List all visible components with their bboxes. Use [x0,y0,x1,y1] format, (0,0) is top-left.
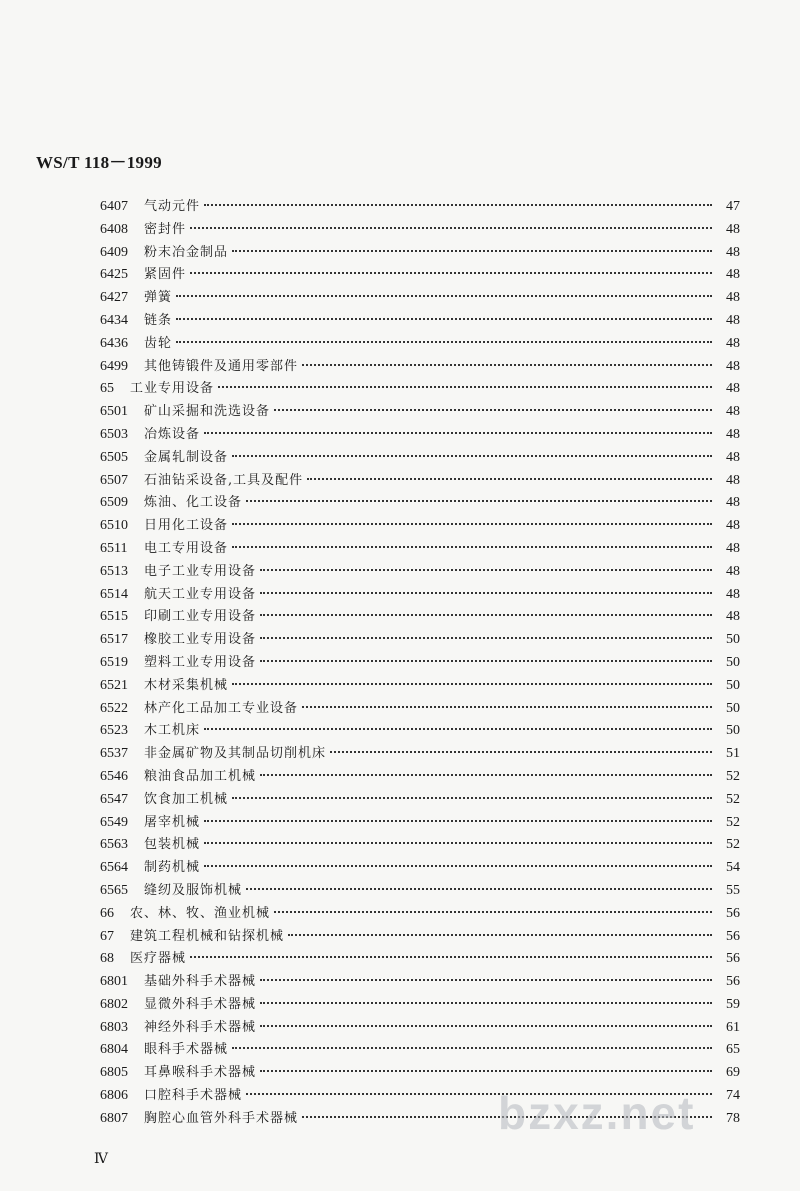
dot-leader [204,842,712,844]
toc-entry [100,242,740,265]
toc-title: 口腔科手术器械 [144,1088,243,1104]
toc-title: 工业专用设备 [130,381,215,397]
toc-code: 6503 [100,426,128,442]
toc-entry [100,880,740,903]
toc-entry [100,743,740,766]
toc-title: 塑料工业专用设备 [144,654,257,670]
toc-chapter-entry [100,948,740,971]
toc-code: 6499 [100,358,128,374]
toc-entry [100,264,740,287]
toc-code: 6409 [100,244,128,260]
toc-entry-body [144,424,740,447]
toc-title: 粮油食品加工机械 [144,768,257,784]
dot-leader [232,523,712,525]
dot-leader [246,888,712,890]
toc-code: 6547 [100,791,128,807]
toc-entry-body [144,857,740,880]
dot-leader [260,1070,712,1072]
toc-entry [100,789,740,812]
dot-leader [260,660,712,662]
toc-entry-body [144,1062,740,1085]
dot-leader [232,250,712,252]
dot-leader [204,204,712,206]
toc-title: 日用化工设备 [144,518,229,534]
toc-title: 胸腔心血管外科手术器械 [144,1110,299,1126]
toc-entry-body [144,675,740,698]
toc-entry [100,1017,740,1040]
toc-page-number: 52 [726,791,740,807]
toc-title: 链条 [144,312,173,328]
dot-leader [260,592,712,594]
toc-entry-body [144,629,740,652]
toc-page-number: 65 [726,1042,740,1058]
toc-chapter-entry [100,903,740,926]
toc-page-number: 50 [726,677,740,693]
toc-code: 6408 [100,221,128,237]
toc-title: 木材采集机械 [144,677,229,693]
dot-leader [204,820,712,822]
dot-leader [302,706,712,708]
toc-entry [100,561,740,584]
toc-entry [100,1062,740,1085]
toc-title: 其他铸锻件及通用零部件 [144,358,299,374]
toc-title: 耳鼻喉科手术器械 [144,1065,257,1081]
toc-page-number: 48 [726,518,740,534]
toc-title: 建筑工程机械和钻探机械 [130,928,285,944]
toc-entry-body [144,492,740,515]
toc-title: 医疗器械 [130,951,187,967]
toc-page-number: 48 [726,381,740,397]
toc-entry-body [144,287,740,310]
toc-entry-body [144,1039,740,1062]
toc-page-number: 61 [726,1019,740,1035]
toc-code: 6549 [100,814,128,830]
toc-entry-body [144,606,740,629]
toc-entry [100,424,740,447]
toc-code: 6801 [100,974,128,990]
dot-leader [232,797,712,799]
toc-entry [100,515,740,538]
toc-entry [100,857,740,880]
toc-page-number: 50 [726,654,740,670]
toc-page-number: 50 [726,723,740,739]
toc-entry [100,812,740,835]
toc-entry [100,447,740,470]
dot-leader [260,637,712,639]
toc-title: 弹簧 [144,290,173,306]
toc-code: 6510 [100,518,128,534]
toc-page-number: 56 [726,951,740,967]
toc-title: 炼油、化工设备 [144,495,243,511]
toc-entry-body [144,561,740,584]
toc-entry [100,356,740,379]
toc-entry [100,1039,740,1062]
dot-leader [190,956,712,958]
toc-entry-body [144,789,740,812]
toc-entry [100,196,740,219]
toc-code: 6806 [100,1088,128,1104]
toc-title: 密封件 [144,221,187,237]
toc-page-number: 52 [726,837,740,853]
toc-code: 6546 [100,768,128,784]
toc-code: 6803 [100,1019,128,1035]
toc-page-number: 50 [726,632,740,648]
dot-leader [204,432,712,434]
toc-page-number: 48 [726,267,740,283]
toc-entry-body [144,401,740,424]
toc-entry-body [144,1017,740,1040]
dot-leader [176,318,712,320]
toc-page-number: 56 [726,974,740,990]
toc-entry [100,584,740,607]
toc-code: 6517 [100,632,128,648]
toc-entry [100,652,740,675]
toc-page-number: 48 [726,495,740,511]
toc-title: 木工机床 [144,723,201,739]
toc-title: 气动元件 [144,199,201,214]
dot-leader [260,614,712,616]
toc-page-number: 48 [726,472,740,488]
dot-leader [260,774,712,776]
toc-entry-body [144,196,740,219]
document-id-header: WS/T 118－1999 [36,153,162,172]
toc-entry [100,538,740,561]
toc-title: 非金属矿物及其制品切削机床 [144,746,327,762]
dot-leader [218,386,712,388]
dot-leader [307,478,712,480]
toc-entry [100,470,740,493]
toc-entry [100,834,740,857]
toc-title: 屠宰机械 [144,814,201,830]
toc-title: 包装机械 [144,837,201,853]
toc-entry-body [144,652,740,675]
toc-page-number: 74 [726,1088,740,1104]
toc-title: 电工专用设备 [144,540,229,556]
toc-code: 66 [100,905,114,921]
toc-title: 电子工业专用设备 [144,563,257,579]
toc-title: 矿山采掘和洗选设备 [144,404,271,420]
toc-code: 6509 [100,495,128,511]
toc-entry-body [144,219,740,242]
toc-page-number: 48 [726,449,740,465]
table-of-contents [100,196,740,1131]
toc-title: 石油钻采设备,工具及配件 [144,472,304,488]
toc-code: 6515 [100,609,128,625]
toc-code: 67 [100,928,114,944]
toc-page-number: 48 [726,290,740,306]
toc-page-number: 69 [726,1065,740,1081]
toc-title: 冶炼设备 [144,426,201,442]
toc-title: 航天工业专用设备 [144,586,257,602]
toc-chapter-entry [100,378,740,401]
dot-leader [274,409,712,411]
dot-leader [260,1025,712,1027]
toc-code: 6563 [100,837,128,853]
toc-title: 紧固件 [144,267,187,283]
toc-page-number: 50 [726,700,740,716]
toc-entry [100,971,740,994]
toc-entry-body [144,743,740,766]
toc-entry-body [144,994,740,1017]
toc-page-number: 48 [726,404,740,420]
toc-entry-body [144,812,740,835]
toc-page-number: 48 [726,335,740,351]
toc-code: 6807 [100,1110,128,1126]
toc-code: 6507 [100,472,128,488]
toc-entry [100,675,740,698]
toc-page-number: 48 [726,358,740,374]
toc-page-number: 59 [726,996,740,1012]
dot-leader [330,751,712,753]
toc-code: 6802 [100,996,128,1012]
toc-entry [100,698,740,721]
toc-title: 基础外科手术器械 [144,974,257,990]
toc-entry-body [130,948,740,971]
toc-entry-body [130,378,740,401]
toc-entry [100,720,740,743]
toc-title: 缝纫及服饰机械 [144,882,243,898]
toc-code: 6537 [100,746,128,762]
toc-title: 神经外科手术器械 [144,1019,257,1035]
toc-title: 林产化工品加工专业设备 [144,700,299,716]
toc-code: 6519 [100,654,128,670]
toc-page-number: 78 [726,1110,740,1126]
toc-entry-body [144,880,740,903]
toc-entry-body [130,903,740,926]
toc-page-number: 48 [726,540,740,556]
toc-code: 6425 [100,267,128,283]
toc-title: 制药机械 [144,860,201,876]
toc-code: 6427 [100,290,128,306]
toc-code: 6565 [100,882,128,898]
toc-page-number: 55 [726,882,740,898]
dot-leader [232,546,712,548]
dot-leader [190,272,712,274]
toc-entry-body [144,766,740,789]
toc-page-number: 47 [726,199,740,214]
dot-leader [232,1047,712,1049]
toc-page-number: 48 [726,426,740,442]
toc-code: 6505 [100,449,128,465]
toc-entry-body [144,470,740,493]
toc-code: 6564 [100,860,128,876]
toc-code: 68 [100,951,114,967]
toc-code: 6805 [100,1065,128,1081]
toc-entry-body [144,264,740,287]
toc-page-number: 54 [726,860,740,876]
toc-code: 6407 [100,199,128,214]
toc-title: 印刷工业专用设备 [144,609,257,625]
toc-code: 6511 [100,540,128,556]
toc-code: 6521 [100,677,128,693]
toc-entry-body [144,447,740,470]
dot-leader [176,341,712,343]
toc-code: 6436 [100,335,128,351]
toc-entry-body [144,584,740,607]
toc-code: 6501 [100,404,128,420]
toc-code: 65 [100,381,114,397]
toc-page-number: 48 [726,221,740,237]
toc-code: 6514 [100,586,128,602]
toc-page-number: 48 [726,609,740,625]
toc-entry-body [130,926,740,949]
toc-page-number: 48 [726,312,740,328]
toc-entry-body [144,698,740,721]
toc-page-number: 52 [726,768,740,784]
toc-entry [100,629,740,652]
dot-leader [232,683,712,685]
dot-leader [232,455,712,457]
toc-code: 6513 [100,563,128,579]
toc-page-number: 52 [726,814,740,830]
dot-leader [204,728,712,730]
toc-page-number: 48 [726,244,740,260]
toc-entry [100,994,740,1017]
toc-page-number: 56 [726,905,740,921]
dot-leader [190,227,712,229]
toc-code: 6522 [100,700,128,716]
toc-entry-body [144,356,740,379]
page-number-roman: Ⅳ [94,1152,108,1167]
dot-leader [260,569,712,571]
toc-entry-body [144,538,740,561]
dot-leader [246,500,712,502]
dot-leader [176,295,712,297]
toc-chapter-entry [100,926,740,949]
toc-entry-body [144,310,740,333]
dot-leader [302,364,712,366]
toc-entry-body [144,834,740,857]
toc-title: 显微外科手术器械 [144,996,257,1012]
toc-entry [100,766,740,789]
dot-leader [204,865,712,867]
toc-entry [100,219,740,242]
toc-entry-body [144,971,740,994]
toc-entry [100,606,740,629]
toc-code: 6523 [100,723,128,739]
toc-page-number: 51 [726,746,740,762]
toc-title: 粉末冶金制品 [144,244,229,260]
toc-page-number: 48 [726,586,740,602]
toc-code: 6434 [100,312,128,328]
toc-page-number: 48 [726,563,740,579]
toc-entry-body [144,333,740,356]
dot-leader [274,911,712,913]
toc-entry [100,310,740,333]
dot-leader [260,979,712,981]
toc-entry [100,401,740,424]
dot-leader [288,934,712,936]
toc-entry-body [144,515,740,538]
toc-title: 齿轮 [144,335,173,351]
toc-code: 6804 [100,1042,128,1058]
toc-title: 农、林、牧、渔业机械 [130,905,271,921]
toc-entry-body [144,242,740,265]
toc-title: 饮食加工机械 [144,791,229,807]
watermark: bzxz.net [498,1087,696,1139]
toc-entry [100,492,740,515]
toc-title: 橡胶工业专用设备 [144,632,257,648]
toc-title: 金属轧制设备 [144,449,229,465]
toc-entry [100,333,740,356]
toc-entry-body [144,720,740,743]
toc-entry [100,287,740,310]
toc-title: 眼科手术器械 [144,1042,229,1058]
toc-page-number: 56 [726,928,740,944]
dot-leader [260,1002,712,1004]
